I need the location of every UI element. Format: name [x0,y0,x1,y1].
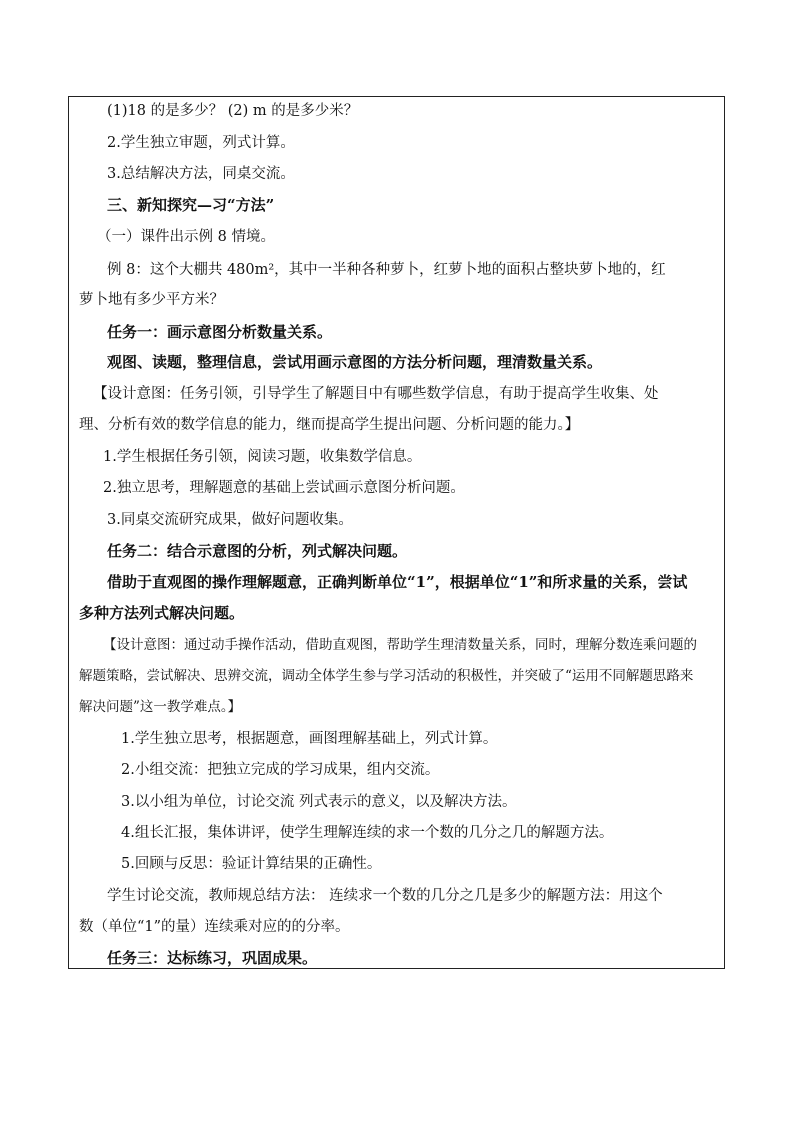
text-line: 多种方法列式解决问题。 [79,604,245,622]
text-line: (1)18 的是多少？ (2) m 的是多少米？ [107,103,359,119]
text-line: 3.同桌交流研究成果，做好问题收集。 [107,512,353,528]
document-table-cell [68,96,725,969]
task-heading: 任务二：结合示意图的分析，列式解决问题。 [107,542,408,560]
section-heading: 三、新知探究—习“方法” [107,196,275,214]
text-line: 例 8：这个大棚共 480m²，其中一半种各种萝卜，红萝卜地的面积占整块萝卜地的，红 [107,262,666,278]
text-line: 4.组长汇报，集体讲评，使学生理解连续的求一个数的几分之几的解题方法。 [121,825,614,841]
text-line: 3.以小组为单位，讨论交流 列式表示的意义，以及解决方法。 [121,794,517,810]
text-line: 5.回顾与反思：验证计算结果的正确性。 [121,856,382,872]
text-line: 数（单位“1”的量）连续乘对应的的分率。 [79,919,350,935]
text-line: 2.学生独立审题，列式计算。 [107,135,295,151]
task-heading: 任务一：画示意图分析数量关系。 [107,323,333,341]
text-line: 3.总结解决方法，同桌交流。 [107,166,295,182]
task-heading: 任务三：达标练习，巩固成果。 [107,949,318,967]
text-line: 1.学生根据任务引领，阅读习题，收集数学信息。 [103,449,422,465]
text-line: 【设计意图：通过动手操作活动，借助直观图，帮助学生理清数量关系，同时，理解分数连乘问题的 [103,637,697,653]
text-line: 理、分析有效的数学信息的能力，继而提高学生提出问题、分析问题的能力。】 [79,417,580,433]
text-line: 2.小组交流：把独立完成的学习成果，组内交流。 [121,762,440,778]
text-line: 借助于直观图的操作理解题意，正确判断单位“1”，根据单位“1”和所求量的关系，尝试 [107,573,688,591]
text-line: 萝卜地有多少平方米？ [79,292,224,308]
text-line: 解决问题”这一教学难点。】 [79,699,242,715]
text-line: 解题策略，尝试解决、思辨交流，调动全体学生参与学习活动的积极性，并突破了“运用不同解题思路来 [79,668,694,684]
text-line: 学生讨论交流，教师规总结方法： 连续求一个数的几分之几是多少的解题方法：用这个 [107,888,663,904]
text-line: 1.学生独立思考，根据题意，画图理解基础上，列式计算。 [121,731,498,747]
text-line: 【设计意图：任务引领，引导学生了解题目中有哪些数学信息，有助于提高学生收集、处 [93,386,659,402]
text-line: 2.独立思考，理解题意的基础上尝试画示意图分析问题。 [103,480,465,496]
text-line: （一）课件出示例 8 情境。 [97,229,275,245]
text-line: 观图、读题，整理信息，尝试用画示意图的方法分析问题，理清数量关系。 [107,353,603,371]
